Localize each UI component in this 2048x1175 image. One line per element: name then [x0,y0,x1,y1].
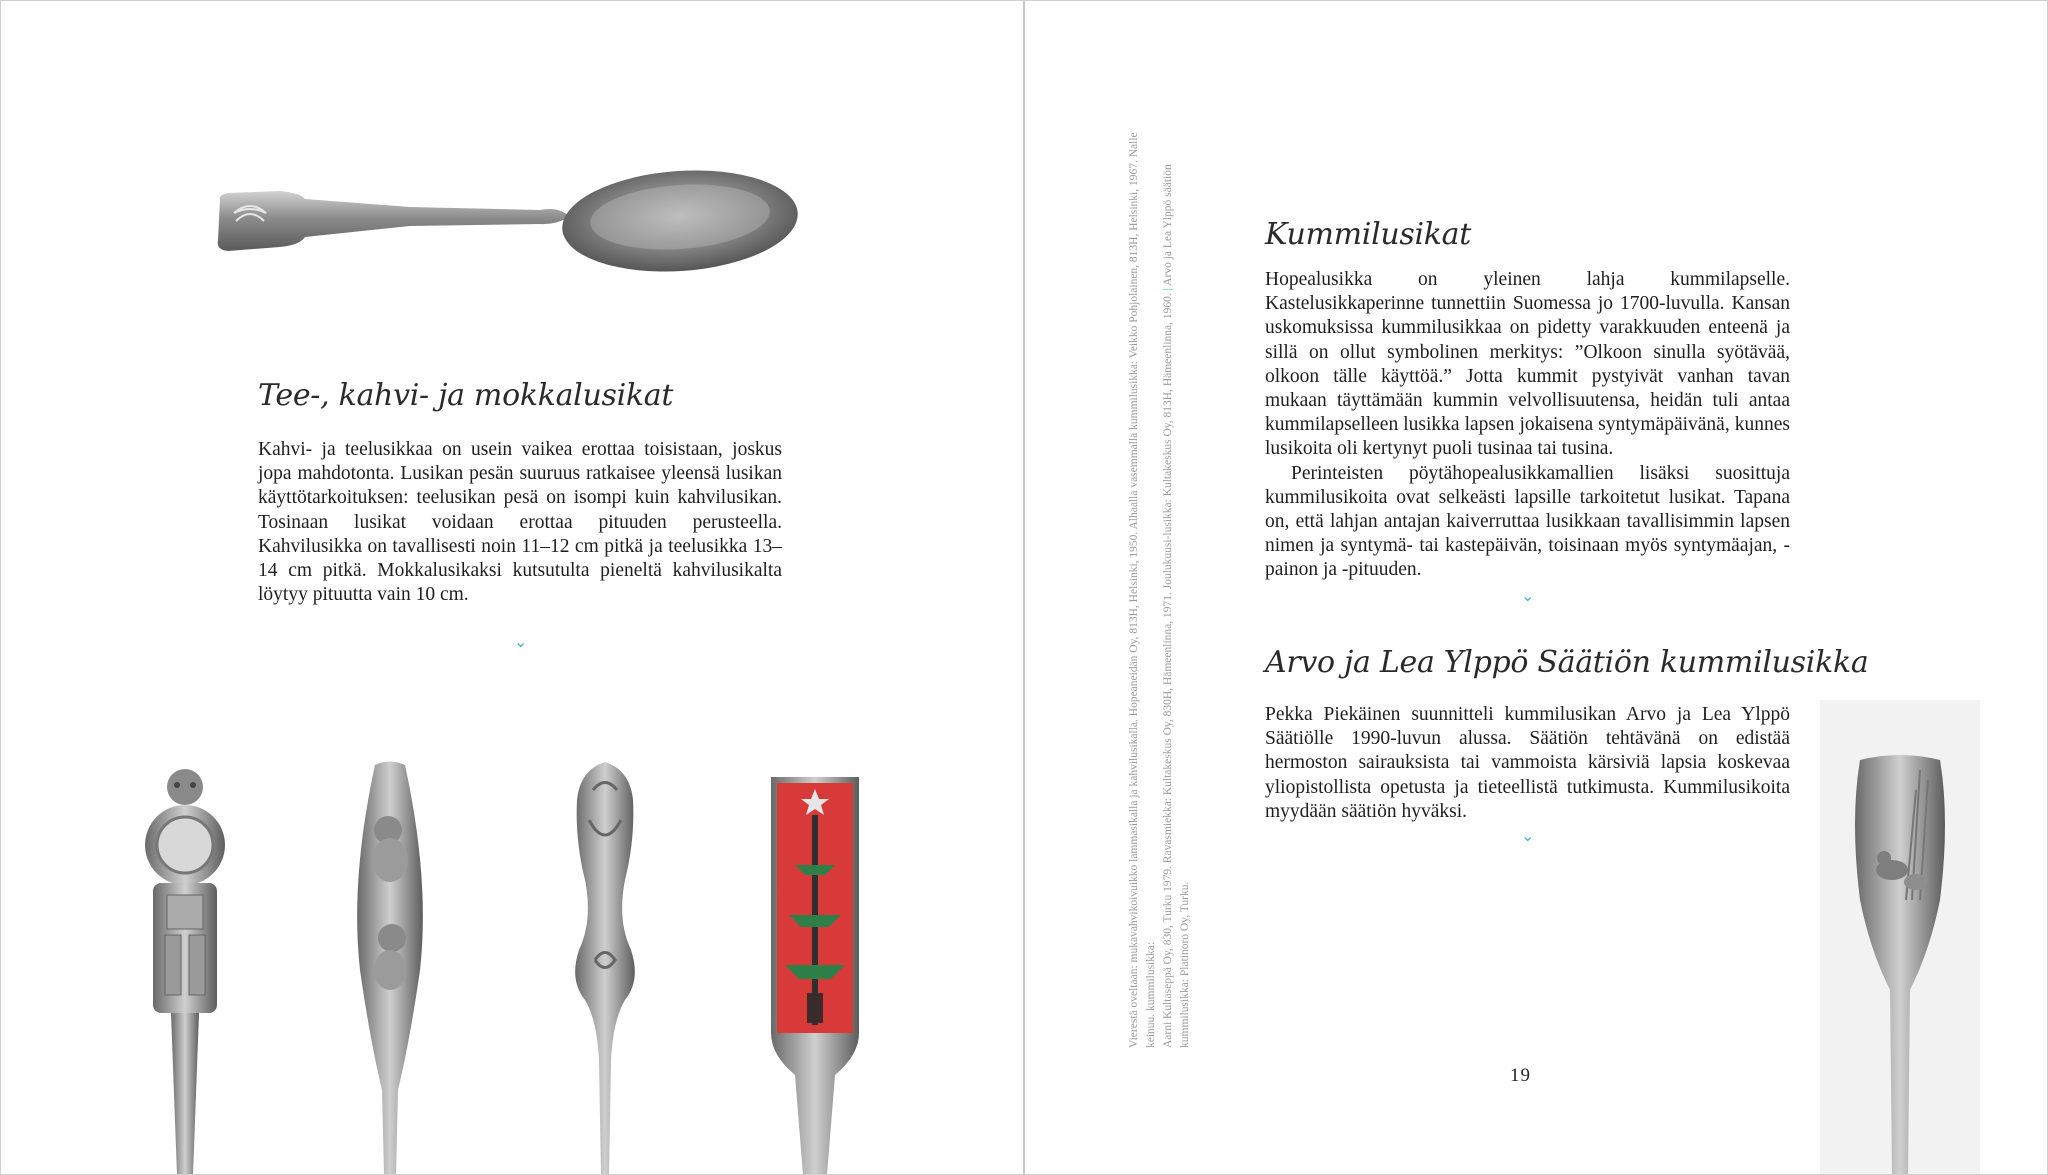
teaspoon-photo [210,155,800,285]
credits-line-3: kummilusikka: Platinoro Oy, Turku. [1179,881,1191,1048]
ornament-chevron-icon: ⌄ [1521,586,1535,605]
section-title-tee-kahvi: Tee-, kahvi- ja mokkalusikat [258,378,674,413]
spoon-handle-enamel-tree-photo [765,775,865,1175]
left-paragraph: Kahvi- ja teelusikkaa on usein vaikea erottaa toisistaan, joskus jopa mahdotonta. Lusikan pesän suuruus ratkaisee yleensä lusikan käyttötarkoituksen: teelusikan pesä on isompi kuin kahvilusikan. Tosinaan lusikat voidaan erottaa pituuden perusteella. Kahvilusikka on tavallisesti noin 11–12 cm pitkä ja teelusikka 13–14 cm pitkä. Mokkalusikaksi kutsutulta pieneltä kahvilusikalta löytyy pituutta vain 10 cm. [258,439,782,606]
page-number: 19 [1510,1065,1531,1086]
credits-line-1: Vierestä oveltaan: mukavahvikoivuikko lammasikalla ja kahvilusikalla. Hopeaneidän Oy, 813H, Helsinki, 1950. Alhaalla vasemmalla kummilusikka: Veikko Pohjolainen, 813H, Helsinki, 1967. Nalle keinuu. kummilusikka: [1128,132,1157,1048]
credits-line-2a: Aarni Kultaseppä Oy, 830, Turku 1979. Ravasmiekka: Kultakeskus Oy, 830H, Hämeenlinna, 1971. Joulukuusi-lusikka: Kultakeskus Oy, 813H, Hämeenlinna, 1960. [1162,293,1174,1048]
spoon-handle-bears-photo [340,760,440,1175]
ylppo-paragraph: Pekka Piekäinen suunnitteli kummilusikan Arvo ja Lea Ylppö Säätiölle 1990-luvun alussa. Säätiön tehtävänä on edistää hermoston sairauksista tai vammoista kärsiviä lapsia koskevaa yliopistollista opetusta ja tieteellistä tutkimusta. Kummilusikoita myydään säätiön hyväksi. [1265,704,1790,822]
left-body-text [258,438,782,607]
spoon-handle-clock-photo [135,765,235,1175]
kummilusikat-body-text [1265,268,1790,583]
ornament-chevron-icon: ⌄ [514,632,528,651]
ylppo-body-text [1265,703,1790,824]
section-title-ylppo: Arvo ja Lea Ylppö Säätiön kummilusikka [1265,645,1869,680]
credits-line-2b: Arvo ja Lea Ylppö säätiön [1162,164,1174,286]
credits-line-2 [1160,108,1177,1048]
credits-separator: | [1162,288,1174,291]
kummilusikat-paragraph-1: Hopealusikka on yleinen lahja kummilapselle. Kastelusikkaperinne tunnettiin Suomessa jo 1700-luvulla. Kansan uskomuksissa kummilusikkaa on pidetty varakkuuden enteenä ja sillä on ollut symbolinen merkitys: ”Olkoon sinulla syötävää, olkoon tälle käyttöä.” Jotta kummit pystyivät vanhan tavan mukaan täyttämään kummin velvollisuutensa, heidän tuli antaa kummilapselleen lusikka lapsen jokaisena syntymäpäivänä, kunnes lusikoita oli kertynyt puoli tusinaa tai tusina. [1265,269,1790,460]
spoon-handle-ornate-photo [555,760,655,1175]
birch-duck-spoon-photo [1820,700,1980,1175]
kummilusikat-paragraph-2: Perinteisten pöytähopealusikkamallien lisäksi suosittuja kummilusikoita ovat selkeästi lapsille tarkoitetut lusikat. Tapana on, että lahjan antajan kaiverruttaa lusikkaan tavallisimmin lapsen nimen ja syntymä- tai kastepäivän, toisinaan myös syntymäajan, -painon ja -pituuden. [1265,462,1790,581]
section-title-kummilusikat: Kummilusikat [1265,217,1471,252]
image-credits [1126,108,1194,1048]
ornament-chevron-icon: ⌄ [1521,826,1535,845]
